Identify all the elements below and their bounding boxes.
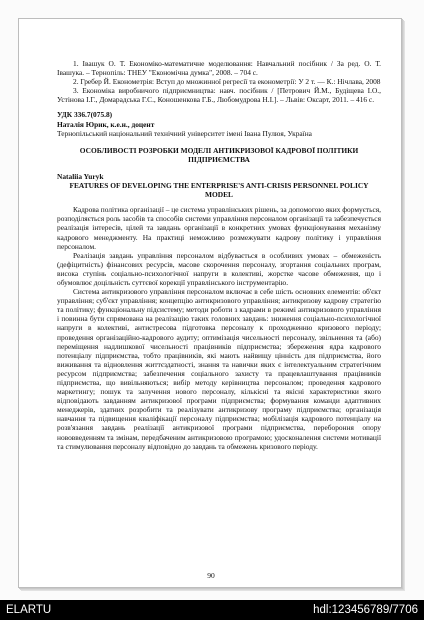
title-ukrainian: ОСОБЛИВОСТІ РОЗРОБКИ МОДЕЛІ АНТИКРИЗОВОЇ КАДРОВОЇ ПОЛІТИКИ ПІДПРИЄМСТВА	[79, 145, 359, 164]
author-ua: Наталія Юрик, к.е.н., доцент	[57, 119, 155, 129]
article-body	[57, 205, 381, 451]
repository-name: ELARTU	[6, 604, 52, 616]
body-paragraph: Реалізація завдань управління персоналом відбувається в особливих умовах – обмеженість (дефіцитність) фінансових ресурсів, масове скорочення персоналу, згортання соціальних програм, висока ступінь соціально-психологічної напруги в колективі, жорстке часове обмеження, що і обумовлює доцільність суттєвої корекції управлінського інструментарію.	[57, 250, 381, 287]
body-paragraph: Система антикризового управління персоналом включає в себе шість основних елементів: об'єкт управління; суб'єкт управління; концепцію антикризового управління; антикризову кадрову стратегію та політику; функціональну підсистему; методи роботи з кадрами в режимі антикризового управління і повинна бути спрямована на реалізацію таких головних завдань: зниження соціально-психологічної напруги в колективі, антистресова підготовка персоналу к проходженню кризового періоду; проведення організаційно-кадрового аудиту; оптимізація чисельності персоналу, звільнення та (або) переміщення надлишкової чисельності працівників підприємства; збереження ядра кадрового потенціалу підприємства, тобто працівників, які мають найвищу цінність для підприємства, його виживання та відновлення життєздатності, знання та навички яких є інтелектуальним стратегічним ресурсом підприємства; забезпечення соціального захисту та працевлаштування працівників підприємства, що вивільняються; вибір методу керівництва персоналом; проведення кадрового маркетингу; пошук та залучення нового персоналу, кількісні та якісні характеристики якого відповідають завданням антикризової програми підприємства; формування команди адаптивних менеджерів, здатних розробити та реалізувати антикризову програму підприємства; організація навчання та підвищення кваліфікації персоналу підприємства; мобілізація кадрового потенціалу на розв'язання завдань реалізації антикризової програми підприємства, перебороння опору нововведенням та змінам, передбаченим антикризовою програмою; удосконалення системи мотивації та стимулювання персоналу відповідно до завдань та обмежень кризового періоду.	[57, 287, 381, 451]
document-page	[18, 18, 402, 588]
reference-item: 2. Гребер Й. Економетрія: Вступ до множинної регресії та економетрії: У 2 т. — К.: Нічлава, 2008	[73, 77, 381, 87]
title-english: FEATURES OF DEVELOPING THE ENTERPRISE'S ANTI-CRISIS PERSONNEL POLICY MODEL	[69, 181, 369, 200]
handle-identifier: hdl:123456789/7706	[313, 604, 418, 616]
reference-item: 1. Івашук О. Т. Економіко-математичне моделювання: Навчальний посібник / За ред. О. Т. Івашука. – Тернопіль: ТНЕУ "Економічна думка", 2008. – 704 с.	[57, 59, 381, 78]
author-english: Nataliia Yuryk	[57, 171, 104, 181]
page-content	[57, 59, 381, 451]
repository-footer-bar	[0, 600, 424, 620]
udc-code: УДК 336.7(075.8)	[57, 110, 113, 120]
body-paragraph: Кадрова політика організації – це система управлінських рішень, за допомогою яких формується, розподіляється роль засобів та способів системи управління персоналом організації та забезпечується реалізація інтересів, цілей та завдань організації в конкретних умовах функціонування механізму кадрового менеджменту. На практиці неможливо розмежувати кадрову політику і управління персоналом.	[57, 205, 381, 251]
page-number: 90	[207, 571, 215, 580]
affiliation: Тернопільський національний технічний університет імені Івана Пулюя, Україна	[57, 128, 312, 138]
reference-item: 3. Економіка виробничого підприємництва: навч. посібник / [Петрович Й.М., Будіщева І.О., Устінова І.Г., Домарадська Г.С., Коношенкова Г.Б., Любомудрова Н.І.]. – Львів: Оксарт, 2011. – 416 с.	[57, 86, 381, 105]
